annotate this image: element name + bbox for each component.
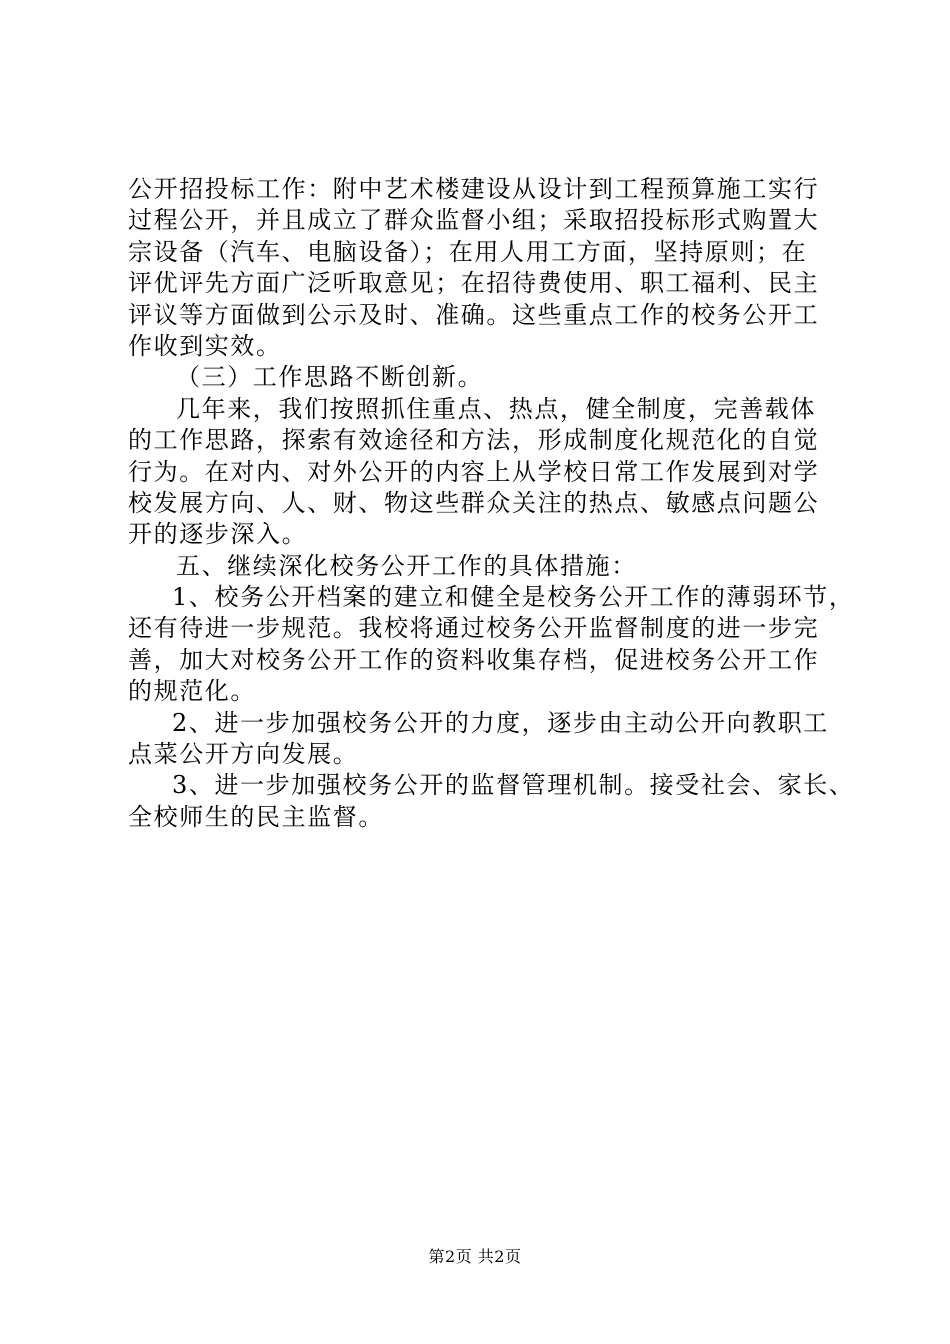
text-line: 评议等方面做到公示及时、准确。这些重点工作的校务公开工 <box>128 300 820 329</box>
body-text <box>128 174 855 833</box>
text-line: 的规范化。 <box>128 677 256 706</box>
list-item-start: 2、进一步加强校务公开的力度，逐步由主动公开向教职工 <box>172 708 829 737</box>
list-item-start: 3、进一步加强校务公开的监督管理机制。接受社会、家长、 <box>172 771 855 800</box>
section-heading: 五、继续深化校务公开工作的具体措施： <box>176 551 637 580</box>
text-line: 开的逐步深入。 <box>128 520 308 549</box>
list-item-start: 1、校务公开档案的建立和健全是校务公开工作的薄弱环节， <box>172 583 855 612</box>
text-line: 全校师生的民主监督。 <box>128 802 384 831</box>
text-line: 过程公开，并且成立了群众监督小组；采取招投标形式购置大 <box>128 206 820 235</box>
text-line: 几年来，我们按照抓住重点、热点，健全制度，完善载体 <box>176 394 816 423</box>
section-heading: （三）工作思路不断创新。 <box>176 363 484 392</box>
text-line: 公开招投标工作：附中艺术楼建设从设计到工程预算施工实行 <box>128 175 820 203</box>
page-footer: 第2页 共2页 <box>428 1247 522 1266</box>
text-line: 评优评先方面广泛听取意见；在招待费使用、职工福利、民主 <box>128 269 820 298</box>
text-line: 点菜公开方向发展。 <box>128 740 359 769</box>
text-line: 校发展方向、人、财、物这些群众关注的热点、敏感点问题公 <box>128 488 820 517</box>
text-line: 行为。在对内、对外公开的内容上从学校日常工作发展到对学 <box>128 457 820 486</box>
text-line: 作收到实效。 <box>128 331 282 360</box>
text-line: 宗设备（汽车、电脑设备）；在用人用工方面，坚持原则；在 <box>128 237 808 266</box>
text-line: 的工作思路，探索有效途径和方法，形成制度化规范化的自觉 <box>128 426 820 455</box>
text-line: 善，加大对校务公开工作的资料收集存档，促进校务公开工作 <box>128 645 820 674</box>
text-line: 还有待进一步规范。我校将通过校务公开监督制度的进一步完 <box>128 614 820 643</box>
